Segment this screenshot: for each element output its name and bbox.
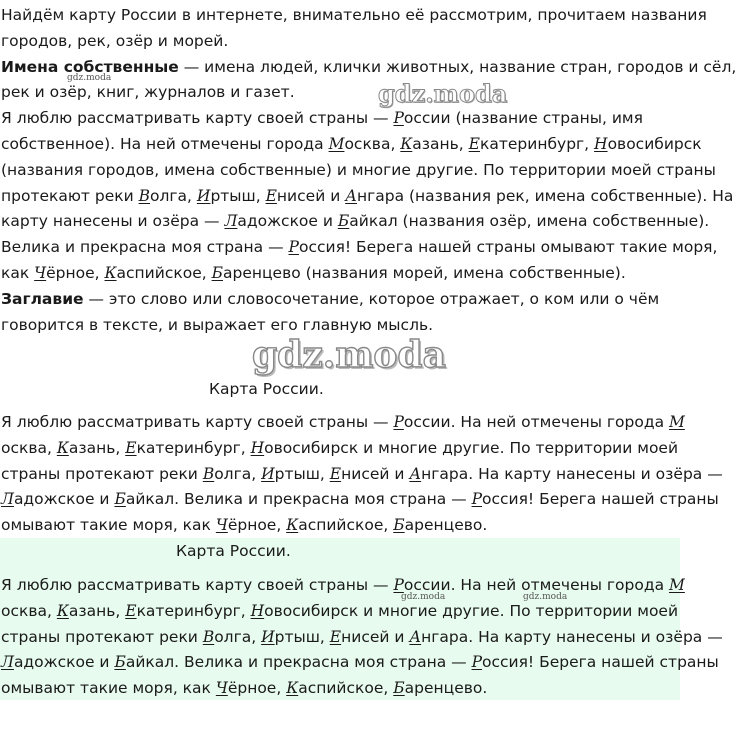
- capital-letter: В: [138, 186, 151, 205]
- text-line: [0, 624, 723, 650]
- text-segment: омывают такие моря, как: [1, 516, 216, 535]
- capital-letter: Н: [250, 438, 265, 457]
- text-line: [0, 105, 643, 131]
- text-segment: аспийское,: [116, 264, 212, 282]
- text-segment: (названия городов, имена собственные) и многие другие. По территории моей страны: [1, 160, 716, 179]
- text-segment: осква,: [1, 438, 57, 457]
- capital-letter: К: [286, 516, 299, 535]
- text-segment: адожское и: [237, 212, 338, 231]
- text-segment: осква,: [1, 601, 57, 620]
- text-segment: нисей и: [341, 464, 410, 483]
- text-segment: адожское и: [13, 653, 115, 672]
- capital-letter: Р: [471, 490, 482, 509]
- text-segment: Я люблю рассматривать карту своей страны —: [1, 413, 394, 431]
- watermark: gdz.moda: [67, 73, 112, 83]
- text-segment: азань,: [68, 601, 126, 620]
- text-segment: страны протекают реки: [1, 464, 203, 483]
- text-segment: рек и озёр, книг, журналов и газет.: [1, 83, 295, 102]
- text-segment: ёрное,: [227, 516, 287, 535]
- capital-letter: Е: [329, 464, 342, 483]
- watermark: gdz.moda: [252, 334, 446, 376]
- text-segment: нисей и: [276, 186, 346, 205]
- text-line: [0, 260, 626, 286]
- capital-letter: А: [409, 627, 422, 646]
- text-segment: ртыш,: [210, 186, 266, 205]
- capital-letter: Е: [468, 135, 480, 153]
- capital-letter: К: [104, 264, 117, 282]
- watermark: gdz.moda: [523, 592, 568, 602]
- term: Заглавие: [1, 289, 84, 308]
- text-line: [0, 461, 723, 487]
- text-segment: айкал. Велика и прекрасна моя страна —: [125, 653, 472, 672]
- text-line: [0, 598, 678, 624]
- text-segment: ёрное,: [227, 679, 287, 698]
- text-segment: нисей и: [341, 627, 410, 646]
- capital-letter: Б: [211, 264, 223, 282]
- text-segment: ртыш,: [274, 464, 330, 483]
- capital-letter: В: [202, 464, 215, 483]
- text-segment: нгара. На карту нанесены и озёра —: [421, 627, 723, 646]
- text-segment: ёрное,: [46, 264, 105, 282]
- text-segment: айкал. Велика и прекрасна моя страна —: [125, 490, 472, 509]
- capital-letter: Р: [393, 109, 404, 128]
- capital-letter: Р: [393, 413, 404, 431]
- text-segment: катеринбург,: [136, 438, 251, 457]
- capital-letter: Б: [114, 490, 126, 509]
- text-segment: айкал (названия озёр, имена собственные).: [349, 212, 710, 231]
- text-segment: оссия! Берега нашей страны: [482, 490, 719, 509]
- story-title: Карта России.: [209, 380, 324, 398]
- text-segment: катеринбург,: [480, 135, 595, 153]
- text-line: [0, 2, 707, 28]
- capital-letter: Б: [114, 653, 126, 672]
- text-segment: аренцево.: [404, 679, 488, 698]
- text-segment: олга,: [150, 186, 197, 205]
- text-line: [0, 28, 228, 54]
- text-line: [0, 79, 295, 105]
- capital-letter: И: [261, 627, 275, 646]
- text-line: [0, 512, 487, 538]
- text-segment: собственное). На ней отмечены города: [1, 135, 329, 153]
- capital-letter: Ч: [215, 516, 228, 535]
- text-line: [0, 234, 717, 260]
- text-segment: оссия! Берега нашей страны омывают такие моря,: [298, 238, 718, 257]
- capital-letter: Б: [337, 212, 350, 231]
- capital-letter: К: [56, 438, 69, 457]
- capital-letter: М: [328, 135, 345, 153]
- text-segment: нгара (названия рек, имена собственные). На: [356, 186, 734, 205]
- watermark: gdz.moda: [378, 79, 508, 108]
- capital-letter: И: [196, 186, 211, 205]
- text-segment: Я люблю рассматривать карту своей страны —: [1, 109, 394, 128]
- text-line: [0, 183, 733, 209]
- text-segment: карту нанесены и озёра —: [1, 212, 225, 231]
- capital-letter: А: [409, 464, 422, 483]
- text-line: [0, 286, 659, 312]
- capital-letter: Р: [471, 653, 482, 672]
- capital-letter: К: [286, 679, 299, 698]
- capital-letter: А: [345, 186, 357, 205]
- text-segment: оссии. На ней отмечены города: [403, 413, 669, 431]
- capital-letter: Н: [594, 135, 608, 153]
- text-segment: катеринбург,: [136, 601, 251, 620]
- text-segment: городов, рек, озёр и морей.: [1, 31, 229, 50]
- capital-letter: К: [400, 135, 413, 153]
- text-segment: осква,: [344, 135, 401, 153]
- text-segment: Я люблю рассматривать карту своей страны —: [1, 576, 394, 594]
- text-segment: нгара. На карту нанесены и озёра —: [421, 464, 723, 483]
- text-segment: овосибирск: [607, 135, 702, 153]
- text-segment: аренцево.: [404, 516, 488, 535]
- text-segment: говорится в тексте, и выражает его главную мысль.: [1, 315, 434, 334]
- text-segment: овосибирск и многие другие. По территории моей: [264, 438, 679, 457]
- capital-letter: Ч: [215, 679, 228, 698]
- text-segment: страны протекают реки: [1, 627, 203, 646]
- text-segment: как: [1, 264, 35, 282]
- capital-letter: Л: [1, 653, 14, 672]
- capital-letter: Е: [265, 186, 277, 205]
- capital-letter: К: [56, 601, 69, 620]
- text-line: [0, 649, 719, 675]
- text-segment: олга,: [214, 464, 262, 483]
- text-segment: аспийское,: [298, 679, 394, 698]
- text-segment: омывают такие моря, как: [1, 679, 216, 698]
- capital-letter: Е: [329, 627, 342, 646]
- text-segment: оссия! Берега нашей страны: [482, 653, 719, 672]
- text-line: [0, 409, 685, 435]
- capital-letter: М: [669, 413, 685, 431]
- text-segment: олга,: [214, 627, 262, 646]
- capital-letter: И: [261, 464, 275, 483]
- text-line: [0, 131, 702, 157]
- text-line: [0, 675, 487, 701]
- capital-letter: Б: [393, 516, 405, 535]
- capital-letter: Е: [125, 438, 137, 457]
- text-segment: Найдём карту России в интернете, внимательно её рассмотрим, прочитаем названия: [1, 6, 707, 24]
- text-segment: азань,: [68, 438, 126, 457]
- text-line: [0, 208, 709, 234]
- text-segment: Велика и прекрасна моя страна —: [1, 238, 289, 257]
- text-line: [0, 157, 716, 183]
- text-segment: оссии (название страны, имя: [403, 109, 643, 128]
- text-segment: — это слово или словосочетание, которое отражает, о ком или о чём: [83, 289, 660, 308]
- capital-letter: В: [202, 627, 215, 646]
- text-segment: — имена людей, клички животных, название стран, городов и сёл,: [178, 57, 736, 76]
- capital-letter: Р: [288, 238, 299, 257]
- text-segment: ртыш,: [274, 627, 330, 646]
- text-segment: адожское и: [13, 490, 115, 509]
- text-line: [0, 486, 719, 512]
- text-segment: овосибирск и многие другие. По территории моей: [264, 601, 679, 620]
- text-line: [0, 572, 685, 598]
- capital-letter: Е: [125, 601, 137, 620]
- capital-letter: Л: [1, 490, 14, 509]
- text-segment: аренцево (названия морей, имена собственные).: [222, 264, 626, 282]
- capital-letter: М: [669, 576, 685, 594]
- capital-letter: Л: [224, 212, 238, 231]
- watermark: gdz.moda: [401, 592, 446, 602]
- capital-letter: Р: [393, 576, 404, 594]
- capital-letter: Б: [393, 679, 405, 698]
- capital-letter: Н: [250, 601, 265, 620]
- text-segment: аспийское,: [298, 516, 394, 535]
- capital-letter: Ч: [34, 264, 47, 282]
- text-line: [0, 435, 678, 461]
- term: Имена собственные: [1, 57, 179, 76]
- answer-title: Карта России.: [176, 542, 291, 560]
- text-segment: азань,: [412, 135, 469, 153]
- text-segment: протекают реки: [1, 186, 139, 205]
- text-segment: оссии. На ней отмечены города: [403, 576, 669, 594]
